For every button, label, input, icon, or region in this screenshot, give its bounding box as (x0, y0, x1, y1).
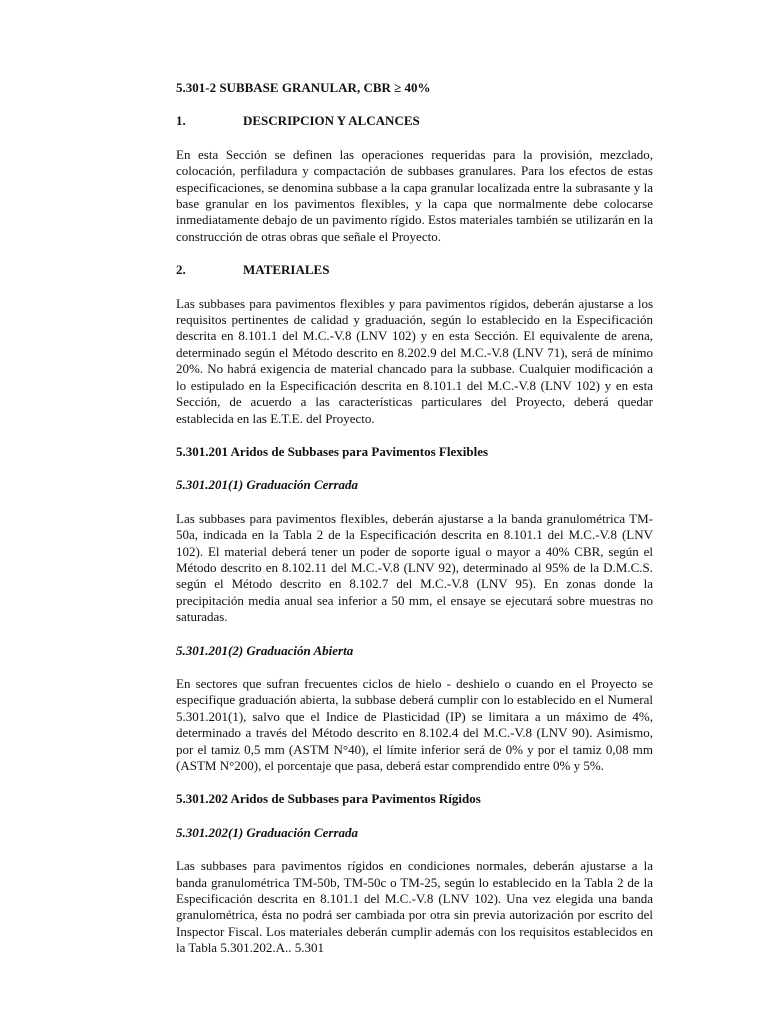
subsection-201-1-title: 5.301.201(1) Graduación Cerrada (176, 477, 359, 493)
subsection-202-title: 5.301.202 Aridos de Subbases para Pavimentos Rígidos (176, 791, 481, 807)
subsection-202-1-paragraph: Las subbases para pavimentos rígidos en condiciones normales, deberán ajustarse a la banda granulométrica TM-50b, TM-50c o TM-25, según lo establecido en la Tabla 2 de la Especificación descrita en 8.101.1 del M.C.-V.8 (LNV 102). Una vez elegida una banda granulométrica, ésta no podrá ser cambiada por otra sin previa autorización por escrito del Inspector Fiscal. Los materiales deberán cumplir además con los requisitos establecidos en la Tabla 5.301.202.A.. 5.301 (176, 858, 653, 956)
subsection-201-2-title: 5.301.201(2) Graduación Abierta (176, 642, 354, 658)
section-1-number: 1. (176, 113, 186, 129)
section-1-title: DESCRIPCION Y ALCANCES (243, 113, 420, 129)
subsection-201-2-paragraph: En sectores que sufran frecuentes ciclos de hielo - deshielo o cuando en el Proyecto se especifique graduación abierta, la subbase deberá cumplir con lo establecido en el Numeral 5.301.201(1), salvo que el Indice de Plasticidad (IP) se limitara a un máximo de 4%, determinado a través del Método descrito en 8.102.4 del M.C.-V.8 (LNV 90). Asimismo, por el tamiz 0,5 mm (ASTM N°40), el límite inferior será de 0% y por el tamiz 0,08 mm (ASTM N°200), el porcentaje que pasa, deberá estar comprendido entre 0% y 5%. (176, 675, 653, 773)
section-2-paragraph: Las subbases para pavimentos flexibles y para pavimentos rígidos, deberán ajustarse a los requisitos pertinentes de calidad y graduación, según lo establecido en la Especificación descrita en 8.101.1 del M.C.-V.8 (LNV 102) y en esta Sección. El equivalente de arena, determinado según el Método descrito en 8.202.9 del M.C.-V.8 (LNV 71), será de mínimo 20%. No habrá exigencia de material chancado para la subbase. Cualquier modificación a lo estipulado en la Especificación descrita en 8.101.1 del M.C.-V.8 (LNV 102) y en esta Sección, de acuerdo a las características particulares del Proyecto, deberá quedar establecida en las E.T.E. del Proyecto. (176, 295, 653, 426)
document-title: 5.301-2 SUBBASE GRANULAR, CBR ≥ 40% (176, 80, 431, 95)
section-1-heading (176, 113, 653, 129)
document-body (176, 80, 653, 974)
section-1-paragraph: En esta Sección se definen las operaciones requeridas para la provisión, mezclado, colocación, perfiladura y compactación de subbases granulares. Para los efectos de estas especificaciones, se denomina subbase a la capa granular localizada entre la subrasante y la base granular en los pavimentos flexibles, y la capa que normalmente debe colocarse inmediatamente debajo de un pavimento rígido. Estos materiales también se utilizarán en la construcción de otras obras que señale el Proyecto. (176, 146, 653, 244)
section-2-number: 2. (176, 262, 186, 278)
section-2-title: MATERIALES (243, 262, 330, 278)
section-2-heading (176, 262, 653, 278)
subsection-202-1-title: 5.301.202(1) Graduación Cerrada (176, 824, 359, 840)
subsection-201-1-paragraph: Las subbases para pavimentos flexibles, deberán ajustarse a la banda granulométrica TM-50a, indicada en la Tabla 2 de la Especificación descrita en 8.101.1 del M.C.-V.8 (LNV 102). El material deberá tener un poder de soporte igual o mayor a 40% CBR, según el Método descrito en 8.102.11 del M.C.-V.8 (LNV 92), determinado al 95% de la D.M.C.S. según el Método descrito en 8.102.7 del M.C.-V.8 (LNV 95). En zonas donde la precipitación media anual sea inferior a 50 mm, el ensaye se ejecutará sobre muestras no saturadas. (176, 510, 653, 625)
subsection-201-title: 5.301.201 Aridos de Subbases para Pavimentos Flexibles (176, 443, 489, 459)
